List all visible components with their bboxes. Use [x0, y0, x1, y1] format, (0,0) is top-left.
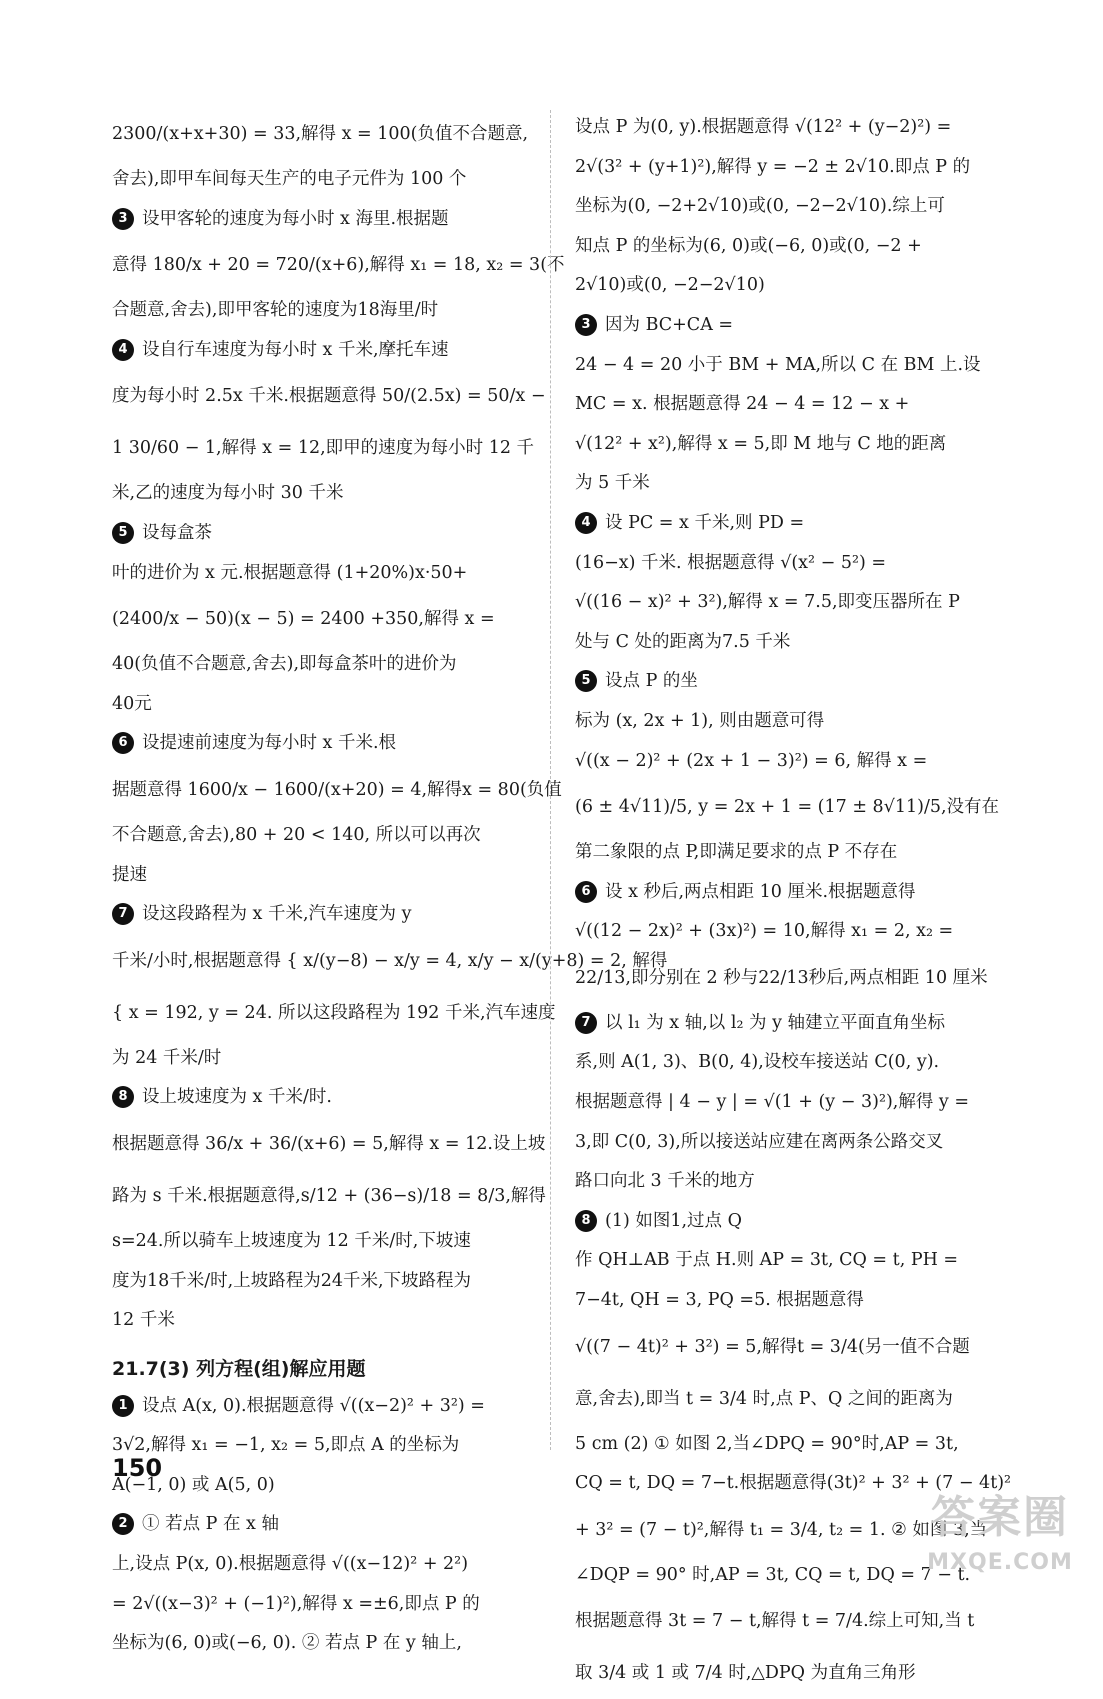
text-line: [112, 1585, 532, 1625]
line-text: 5 cm (2) ① 如图 2,当∠DPQ = 90°时,AP = 3t,: [575, 1433, 959, 1454]
text-line: [112, 1039, 532, 1079]
line-text: √((x − 2)² + (2x + 1 − 3)²) = 6, 解得 x =: [575, 750, 928, 771]
text-line: [575, 912, 995, 952]
text-line: [575, 952, 995, 1004]
text-line: [575, 425, 995, 465]
line-text: 2300/(x+x+30) = 33,解得 x = 100(负值不合题意,: [112, 124, 529, 144]
line-text: 设 x 秒后,两点相距 10 厘米.根据题意得: [605, 881, 916, 902]
text-line: [575, 833, 995, 873]
problem-number-badge: 3: [112, 208, 134, 230]
line-text: 设 PC = x 千米,则 PD =: [605, 512, 805, 533]
text-line: [112, 1078, 532, 1118]
line-text: A(−1, 0) 或 A(5, 0): [112, 1474, 275, 1495]
line-text: 作 QH⊥AB 于点 H.则 AP = 3t, CQ = t, PH =: [575, 1250, 959, 1271]
text-line: [575, 623, 995, 663]
page-number: 150: [112, 1454, 163, 1482]
text-line: [575, 1004, 995, 1044]
line-text: CQ = t, DQ = 7−t.根据题意得(3t)² + 3² + (7 − 4t)²: [575, 1473, 1012, 1494]
line-text: 舍去),即甲车间每天生产的电子元件为 100 个: [112, 169, 467, 189]
line-text: √((16 − x)² + 3²),解得 x = 7.5,即变压器所在 P: [575, 592, 960, 613]
text-line: [575, 227, 995, 267]
text-line: [112, 1118, 546, 1170]
line-text: (1) 如图1,过点 Q: [605, 1210, 742, 1231]
text-line: [112, 856, 532, 896]
line-text: 设点 P 为(0, y).根据题意得 √(12² + (y−2)²) =: [575, 117, 952, 137]
text-line: [112, 200, 532, 240]
watermark-logo: [905, 1488, 1095, 1598]
problem-number-badge: 5: [575, 670, 597, 692]
problem-number-badge: 7: [112, 903, 134, 925]
line-text: √((7 − 4t)² + 3²) = 5,解得t = 3/4(另一值不合题: [575, 1336, 970, 1357]
text-line: [112, 422, 535, 474]
text-line: [112, 554, 532, 594]
line-text: 意,舍去),即当 t = 3/4 时,点 P、Q 之间的距离为: [575, 1388, 953, 1409]
line-text: 根据题意得 | 4 − y | = √(1 + (y − 3)²),解得 y =: [575, 1092, 970, 1113]
text-line: [112, 724, 532, 764]
line-text: 为 5 千米: [575, 473, 650, 494]
line-text: 坐标为(6, 0)或(−6, 0). ② 若点 P 在 y 轴上,: [112, 1633, 462, 1654]
line-text: 3,即 C(0, 3),所以接送站应建在离两条公路交叉: [575, 1131, 944, 1152]
line-text: 40(负值不合题意,舍去),即每盒茶叶的进价为: [112, 654, 457, 675]
text-line: [112, 370, 546, 422]
line-text: 第二象限的点 P,即满足要求的点 P 不存在: [575, 842, 898, 863]
line-text: 设甲客轮的速度为每小时 x 海里.根据题: [142, 208, 449, 229]
text-line: [112, 1301, 532, 1341]
line-text: 坐标为(0, −2+2√10)或(0, −2−2√10).综上可: [575, 196, 945, 217]
line-text: = 2√((x−3)² + (−1)²),解得 x =±6,即点 P 的: [112, 1593, 480, 1614]
text-line: [575, 108, 995, 148]
section-heading: [112, 1341, 532, 1387]
line-text: √((12 − 2x)² + (3x)²) = 10,解得 x₁ = 2, x₂ =: [575, 921, 954, 942]
line-text: { x = 192, y = 24. 所以这段路程为 192 千米,汽车速度: [112, 1002, 556, 1023]
line-text: 设提速前速度为每小时 x 千米.根: [142, 733, 397, 754]
text-line: [575, 266, 995, 306]
line-text: 上,设点 P(x, 0).根据题意得 √((x−12)² + 2²): [112, 1554, 469, 1575]
line-text: + 3² = (7 − t)²,解得 t₁ = 3/4, t₂ = 1. ② 如图 3,当: [575, 1519, 988, 1540]
text-line: [575, 662, 995, 702]
watermark-logo-text: 答案圈: [931, 1492, 1069, 1543]
text-line: [112, 1624, 532, 1664]
line-text: 提速: [112, 864, 147, 885]
text-line: [112, 593, 532, 645]
line-text: 取 3/4 或 1 或 7/4 时,△DPQ 为直角三角形: [575, 1663, 916, 1684]
line-text: 设每盒茶: [142, 522, 212, 543]
watermark-site-text: MXQE.COM: [927, 1550, 1073, 1575]
text-line: [112, 1466, 532, 1506]
text-line: [112, 514, 532, 554]
line-text: 以 l₁ 为 x 轴,以 l₂ 为 y 轴建立平面直角坐标: [605, 1012, 946, 1033]
line-text: 合题意,舍去),即甲客轮的速度为18海里/时: [112, 300, 439, 321]
text-line: [575, 583, 995, 623]
line-text: 米,乙的速度为每小时 30 千米: [112, 483, 344, 504]
text-line: [112, 1426, 532, 1466]
problem-number-badge: 3: [575, 314, 597, 336]
text-line: [575, 306, 995, 346]
problem-number-badge: 6: [575, 881, 597, 903]
line-text: ∠DQP = 90° 时,AP = 3t, CQ = t, DQ = 7 − t.: [575, 1564, 971, 1585]
line-text: 12 千米: [112, 1310, 175, 1331]
line-text: MC = x. 根据题意得 24 − 4 = 12 − x +: [575, 394, 910, 415]
line-text: 度为每小时 2.5x 千米.根据题意得 50/(2.5x) = 50/x −: [112, 386, 546, 407]
text-line: [575, 1425, 995, 1465]
text-line: [575, 1043, 995, 1083]
line-text: 据题意得 1600/x − 1600/(x+20) = 4,解得x = 80(负值: [112, 779, 562, 800]
text-line: [112, 764, 562, 816]
line-text: 21.7(3) 列方程(组)解应用题: [112, 1357, 366, 1380]
problem-number-badge: 1: [112, 1395, 134, 1417]
line-text: 处与 C 处的距离为7.5 千米: [575, 631, 791, 652]
text-line: [112, 1170, 546, 1222]
text-line: [112, 645, 532, 685]
problem-number-badge: 7: [575, 1012, 597, 1034]
line-text: (16−x) 千米. 根据题意得 √(x² − 5²) =: [575, 552, 887, 573]
text-line: [112, 291, 532, 331]
line-text: 根据题意得 36/x + 36/(x+6) = 5,解得 x = 12.设上坡: [112, 1133, 546, 1154]
text-line: [112, 239, 565, 291]
text-line: [575, 346, 995, 386]
text-line: [575, 504, 995, 544]
problem-number-badge: 6: [112, 732, 134, 754]
line-text: 路口向北 3 千米的地方: [575, 1171, 755, 1192]
text-line: [112, 108, 532, 160]
text-line: [112, 474, 532, 514]
text-line: [112, 1545, 532, 1585]
text-line: [575, 148, 995, 188]
problem-number-badge: 4: [575, 512, 597, 534]
line-text: 千米/小时,根据题意得 { x/(y−8) − x/y = 4, x/y − x/(y+8) = 2, 解得: [112, 950, 668, 971]
text-line: [575, 544, 995, 584]
line-text: 40元: [112, 693, 152, 714]
text-line: [575, 781, 1000, 833]
text-line: [112, 987, 556, 1039]
line-text: √(12² + x²),解得 x = 5,即 M 地与 C 地的距离: [575, 433, 947, 454]
text-line: [575, 1202, 995, 1242]
text-line: [112, 1262, 532, 1302]
text-line: [575, 742, 995, 782]
line-text: (2400/x − 50)(x − 5) = 2400 +350,解得 x =: [112, 609, 495, 630]
line-text: 系,则 A(1, 3)、B(0, 4),设校车接送站 C(0, y).: [575, 1052, 940, 1073]
column-divider: [550, 110, 551, 1450]
text-line: [575, 1373, 995, 1425]
text-line: [575, 702, 995, 742]
text-line: [575, 385, 995, 425]
problem-number-badge: 8: [112, 1086, 134, 1108]
text-line: [575, 1595, 995, 1647]
line-text: 22/13,即分别在 2 秒与22/13秒后,两点相距 10 厘米: [575, 967, 988, 988]
text-line: [112, 160, 532, 200]
text-line: [112, 331, 532, 371]
line-text: 2√10)或(0, −2−2√10): [575, 275, 765, 296]
line-text: 设点 P 的坐: [605, 671, 698, 692]
text-line: [575, 1321, 995, 1373]
problem-number-badge: 4: [112, 339, 134, 361]
line-text: 为 24 千米/时: [112, 1047, 222, 1068]
text-line: [575, 1241, 995, 1281]
line-text: 路为 s 千米.根据题意得,s/12 + (36−s)/18 = 8/3,解得: [112, 1185, 546, 1206]
text-line: [575, 464, 995, 504]
text-line: [575, 1162, 995, 1202]
text-line: [112, 935, 668, 987]
line-text: 叶的进价为 x 元.根据题意得 (1+20%)x·50+: [112, 562, 468, 583]
text-line: [112, 1222, 532, 1262]
text-line: [112, 1505, 532, 1545]
text-line: [575, 1123, 995, 1163]
line-text: 标为 (x, 2x + 1), 则由题意可得: [575, 710, 825, 731]
line-text: 2√(3² + (y+1)²),解得 y = −2 ± 2√10.即点 P 的: [575, 156, 971, 177]
text-line: [575, 1281, 995, 1321]
line-text: 知点 P 的坐标为(6, 0)或(−6, 0)或(0, −2 +: [575, 235, 922, 256]
text-line: [575, 1083, 995, 1123]
line-text: (6 ± 4√11)/5, y = 2x + 1 = (17 ± 8√11)/5,没有在: [575, 797, 1000, 818]
line-text: 设这段路程为 x 千米,汽车速度为 y: [142, 904, 412, 925]
problem-number-badge: 5: [112, 522, 134, 544]
line-text: 3√2,解得 x₁ = −1, x₂ = 5,即点 A 的坐标为: [112, 1435, 460, 1456]
line-text: 意得 180/x + 20 = 720/(x+6),解得 x₁ = 18, x₂ = 3(不: [112, 255, 565, 276]
line-text: 24 − 4 = 20 小于 BM + MA,所以 C 在 BM 上.设: [575, 354, 981, 375]
text-line: [112, 685, 532, 725]
text-line: [575, 187, 995, 227]
line-text: s=24.所以骑车上坡速度为 12 千米/时,下坡速: [112, 1230, 471, 1251]
line-text: 7−4t, QH = 3, PQ =5. 根据题意得: [575, 1290, 864, 1311]
line-text: 设点 A(x, 0).根据题意得 √((x−2)² + 3²) =: [142, 1395, 485, 1416]
line-text: 设自行车速度为每小时 x 千米,摩托车速: [142, 339, 449, 360]
line-text: 设上坡速度为 x 千米/时.: [142, 1087, 332, 1108]
line-text: 根据题意得 3t = 7 − t,解得 t = 7/4.综上可知,当 t: [575, 1611, 975, 1632]
text-line: [112, 1387, 532, 1427]
text-line: [575, 873, 995, 913]
line-text: 1 30/60 − 1,解得 x = 12,即甲的速度为每小时 12 千: [112, 438, 535, 459]
line-text: 因为 BC+CA =: [605, 314, 734, 335]
line-text: 不合题意,舍去),80 + 20 < 140, 所以可以再次: [112, 824, 481, 845]
text-line: [575, 1647, 995, 1699]
line-text: 度为18千米/时,上坡路程为24千米,下坡路程为: [112, 1270, 472, 1291]
text-line: [112, 895, 532, 935]
text-line: [112, 816, 532, 856]
problem-number-badge: 2: [112, 1513, 134, 1535]
line-text: ① 若点 P 在 x 轴: [142, 1514, 279, 1535]
problem-number-badge: 8: [575, 1210, 597, 1232]
